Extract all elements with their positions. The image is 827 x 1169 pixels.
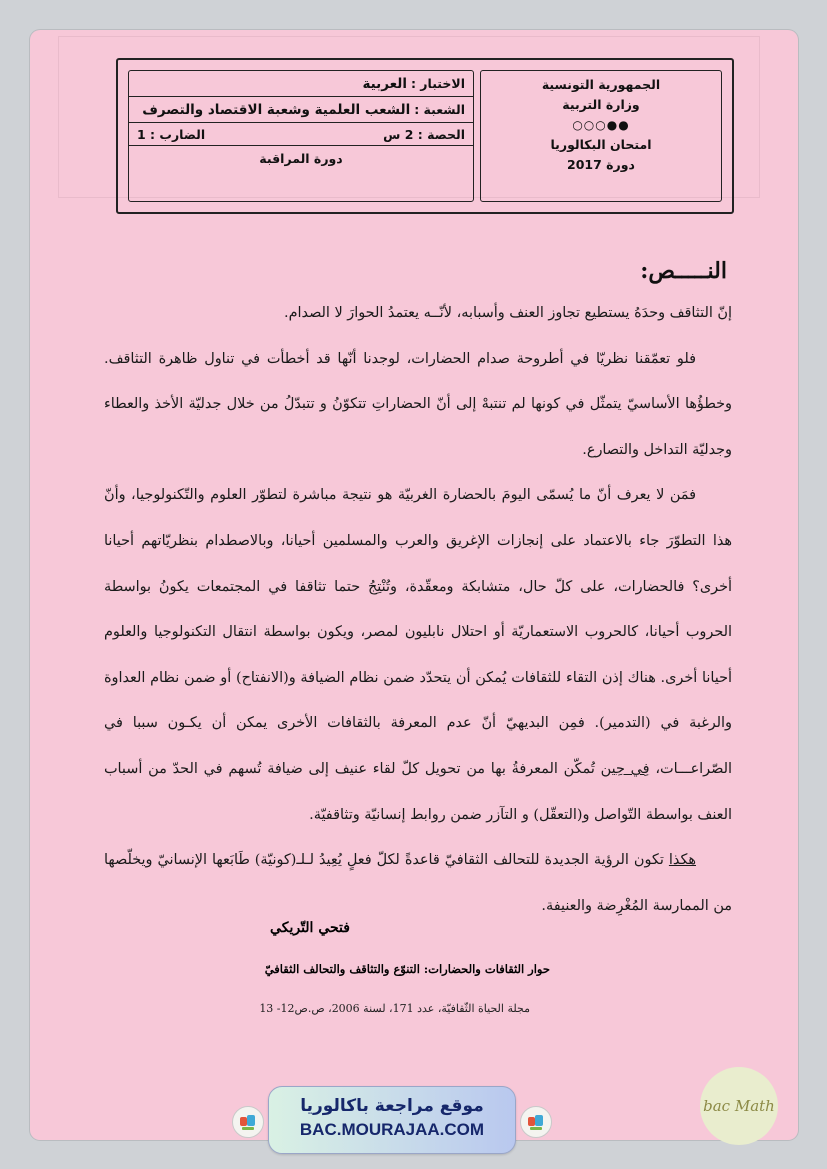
bac-math-logo: bac Math (700, 1067, 778, 1145)
book-title: حوار الثقافات والحضارات: التنوّع والتثاقف والتحالف الثقافيّ (264, 962, 550, 976)
ministry-name: وزارة التربية (562, 97, 640, 112)
source-citation: مجلة الحياة الثّقافيّة، عدد 171، لسنة 2006، ص.ص12- 13 (259, 1002, 530, 1015)
subject-value: العربية (362, 75, 407, 92)
banner-arabic-title: موقع مراجعة باكالوريا (300, 1096, 484, 1116)
paragraph-3 (104, 473, 732, 838)
paragraph-3-body: فمَن لا يعرف أنّ ما يُسمّى اليومَ بالحضارة الغربيّة هو نتيجة مباشرة لتطوّر العلوم والتّكنولوجيا، وأنّ هذا التطوّرَ جاء بالاعتماد على إنجازات الإغريق والعرب والمسلمين أحيانا، وبالاصطدام بنظريّاتهم أحيانا أخرى؟ فالحضارات، على كلّ حال، متشابكة ومعقّدة، وتُنْتِجُ حتما تثاقفا في المجتمعات يكونُ بواسطة الحروب أحيانا، كالحروب الاستعماريّة أو احتلال نابليون لمصر، ويكون بواسطة انتقال التكنولوجيا والعلوم أحيانا أخرى. هناك إذن التقاء للثقافات يُمكن أن يتحدّد ضمن نظام الضيافة و(الانفتاح) أو ضمن نظام العداوة والرغبة في (التدمير). فمِن البديهيّ أنّ عدم المعرفة بالثقافات الأخرى يمكن أن يكـون سببا في الصّراعـــات، (104, 487, 732, 777)
exam-header (116, 58, 734, 214)
underlined-connector-1: فِي حِين (600, 760, 650, 777)
branch-row (129, 97, 473, 123)
text-heading: النـــــص: (640, 258, 727, 284)
republic-name: الجمهورية التونسية (541, 77, 661, 92)
site-badge-right-icon (520, 1106, 552, 1138)
underlined-connector-2: هكذا (668, 852, 696, 869)
paragraph-1: إنّ التثاقف وحدَهُ يستطيع تجاوز العنف وأسبابه، لأنّــه يعتمدُ الحوارَ لا الصدام. (284, 305, 732, 321)
site-banner[interactable] (268, 1086, 516, 1154)
paragraph-4 (104, 838, 732, 929)
author-name: فتحي التّريكي (270, 920, 350, 936)
passage (104, 291, 732, 929)
duration-row (129, 123, 473, 146)
paragraph-2: فلو تعمّقنا نظريّا في أطروحة صدام الحضارات، لوجدنا أنّها قد أخطأت في تناول ظاهرة التثاقف. وخطؤُها الأساسيّ يتمثّل في كونها لم تنتبهْ إلى أنّ الحضاراتِ تتكوّنُ و تتبدّلُ من خلال جدليّة الأخذ والعطاء وجدليّة التداخل والتصارع. (104, 350, 732, 458)
duration: الحصة : 2 س (383, 126, 465, 142)
paragraph-4-tail: تكون الرؤية الجديدة للتحالف الثقافيّ قاعدةً لكلّ فعلٍ يُعِيدُ لـلـ(كونيّة) طَابَعها الإنسانيّ ويخلّصها من الممارسة المُغْرِضة والعنيفة. (104, 852, 732, 914)
coefficient: الضارب : 1 (137, 126, 206, 142)
branch-label: الشعبة : (414, 101, 465, 117)
paragraph-3-tail: تُمكّن المعرفةُ بها من تحويل كلّ لقاء عنيف إلى ضيافة تُسهم في الحدّ من أسباب العنف بواسطة التّواصل و(التعقّل) و التآزر ضمن روابط إنسانيّة وتثاقفيّة. (104, 760, 732, 823)
site-badge-left-icon (232, 1106, 264, 1138)
dots-indicator: ●●○○○ (572, 118, 630, 132)
branch-value: الشعب العلمية وشعبة الاقتصاد والتصرف (142, 101, 411, 118)
banner-url-link[interactable]: BAC.MOURAJAA.COM (299, 1120, 485, 1139)
exam-name: امتحان البكالوريا (550, 137, 652, 152)
subject-row (129, 71, 473, 97)
ministry-box (480, 70, 722, 202)
exam-info-box (128, 70, 474, 202)
session-type: دورة المراقبة (259, 151, 343, 166)
session-year: دورة 2017 (567, 157, 635, 172)
session-type-row (129, 146, 473, 171)
subject-label: الاختبار : (410, 75, 465, 91)
